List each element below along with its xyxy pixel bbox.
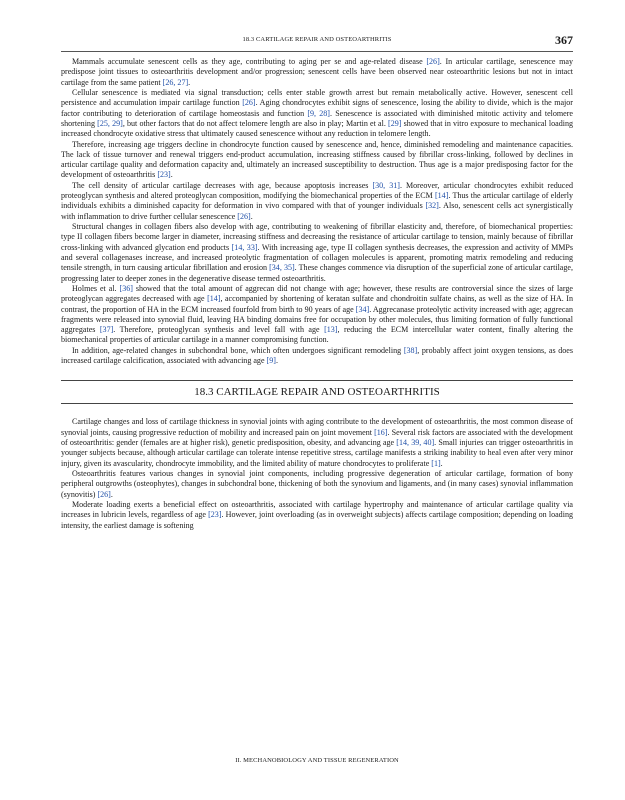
paragraph [61,88,573,140]
text-run: Mammals accumulate senescent cells as they age, contributing to aging per se and age-related disease [72,57,427,66]
citation-link[interactable]: [36] [119,283,133,293]
paragraph [61,346,573,367]
text-run: . [250,211,253,221]
text-run: Moderate loading exerts a beneficial effect on osteoarthritis, associated with cartilage hypertrophy and maintenance of articular cartilage quality via increases in lubricin levels, regardless of age [61,499,573,520]
text-run: . Senescence is associated with diminished mitotic activity and telomere shortening [61,108,574,128]
text-run: . In articular cartilage, senescence may predispose joint tissues to osteoarthritis development and/or progression; senescent cells have been observed near osteoarthritic lesions but not in intact cartilage from the same patient [61,57,573,87]
text-run: Cellular senescence is mediated via signal transduction; cells enter stable growth arrest but remain metabolically active. However, senescent cell persistence and accumulation impair cartilage function [61,87,573,108]
text-run: Holmes et al. [72,283,120,293]
text-run: . Moreover, articular chondrocytes exhibit reduced proteoglycan synthesis and altered proteoglycan composition, modifying the biomechanical properties of the ECM [61,180,573,201]
text-run: . [440,458,443,468]
text-run: , but other factors that do not affect telomere length are also in play; Martin et al. [122,118,389,128]
citation-link[interactable]: [26, 27] [162,77,189,87]
citation-link[interactable]: [34, 35] [269,263,295,273]
citation-link[interactable]: [23] [157,170,171,180]
citation-link[interactable]: [16] [374,427,388,437]
citation-link[interactable]: [23] [208,510,222,520]
citation-link[interactable]: [32] [425,201,439,211]
page-number: 367 [555,33,573,47]
citation-link[interactable]: [26] [426,57,440,66]
text-run: , reducing the ECM intercellular water content, finally altering the biomechanical properties of articular cartilage in a manner compromising function. [61,325,573,345]
text-run: . [275,356,278,366]
body-text [61,57,573,531]
paragraph [61,500,573,531]
paragraph [61,181,573,222]
citation-link[interactable]: [14] [207,294,221,304]
section-heading: 18.3 CARTILAGE REPAIR AND OSTEOARTHRITIS [61,380,573,404]
text-run: . Aging chondrocytes exhibit signs of senescence, losing the ability to divide, which is the major factor contributing to deterioration of cartilage homeostasis and function [61,98,573,118]
citation-link[interactable]: [25, 29] [97,118,123,128]
text-run: . [110,489,113,499]
text-run: . Small injuries can trigger osteoarthritis in younger subjects because, although articular cartilage can tolerate intense repetitive stress, cartilage manifests a striking inability to heal even after very minor injury, given its avascularity, chondrocyte immobility, and the limited ability of mature chondrocytes to proliferate [61,438,574,468]
text-run: . [170,170,173,180]
citation-link[interactable]: [14, 33] [231,242,258,252]
text-run: showed that in vitro exposure to mechanical loading increased chondrocyte oxidative stress that ultimately caused senescence without any reduction in telomere length. [61,118,574,139]
citation-link[interactable]: [37] [99,325,114,335]
paragraph [61,222,573,284]
running-head: 18.3 CARTILAGE REPAIR AND OSTEOARTHRITIS [242,36,392,43]
citation-link[interactable]: [9] [266,356,276,366]
text-run: Structural changes in collagen fibers also develop with age, contributing to weakening of fibrillar elasticity and, therefore, of biomechanical properties: type II collagen fibers become larger in diameter, increasing stiffness and decreasing the resistance of articular cartilage to tension, mainly because of fibrillar cross-linking with advanced glycation end products [61,222,573,252]
text-run: Cartilage changes and loss of cartilage thickness in synovial joints with aging contribute to the development of osteoarthritis, the most common disease of synovial joints, causing progressive reduction of mobility and increased pain on joint movement [61,417,573,437]
citation-link[interactable]: [38] [403,345,418,355]
paragraph [61,284,573,346]
citation-link[interactable]: [30, 31] [372,180,400,190]
citation-link[interactable]: [34] [355,304,370,314]
paragraph [61,417,573,469]
citation-link[interactable]: [14] [434,191,449,201]
section-18-3 [61,417,573,530]
text-run: Therefore, increasing age triggers decline in chondrocyte function caused by senescence and, hence, diminished remodeling and maintenance capacities. The lack of tissue turnover and renewal triggers end-product accumulation, increasing stiffness caused by fibrillar cross-linking, followed by declines in articular cartilage quality and deformation capacity and, ultimately an increased susceptibility to destruction. Thus age is a major predisposing factor for the development of osteoarthritis [61,139,573,180]
text-run: . Aggrecanase proteolytic activity increased with age; aggrecan fragments were released into synovial fluid, leaving HA binding domains free for occupation by other molecules, thus limiting formation of fully functional aggregates [61,304,573,335]
section-18-2-continued [61,57,573,366]
paragraph [61,57,573,88]
paragraph [61,469,573,500]
text-run: showed that the total amount of aggrecan did not change with age; however, these results are controversial since the sizes of large proteoglycan aggregates decreased with age [61,283,573,304]
page-header [61,33,573,49]
footer: II. MECHANOBIOLOGY AND TISSUE REGENERATION [235,757,399,764]
citation-link[interactable]: [1] [431,458,441,468]
header-rule [61,51,573,52]
citation-link[interactable]: [26] [97,489,111,499]
text-run: . [188,77,191,87]
text-run: Osteoarthritis features various changes in synovial joint components, including progressive degeneration of articular cartilage, formation of bony peripheral outgrowths (osteophytes), changes in subchondral bone, thickening of both the synovium and ligaments, and (in many cases) synovial inflammation (synovitis) [61,468,573,499]
text-run: . Several risk factors are associated with the development of osteoarthritis: gender (females are at higher risk), genetic predisposition, obesity, and advancing age [61,427,573,447]
text-run: . Thus the articular cartilage of elderly individuals exhibits a diminished capacity for deformation in vivo compared with that of younger individuals [61,191,573,211]
text-run: . Therefore, proteoglycan synthesis and level fall with age [113,325,325,335]
text-run: , accompanied by shortening of keratan sulfate and chondroitin sulfate chains, as well as the size of HA. In contrast, the proportion of HA in the ECM increased fourfold from birth to 90 years of age [61,294,573,314]
citation-link[interactable]: [14, 39, 40] [396,438,435,447]
citation-link[interactable]: [26] [242,98,256,108]
text-run: . These changes commence via disruption of the superficial zone of articular cartilage, progressing later to deeper zones in the degenerative disease termed osteoarthritis. [61,263,573,283]
text-run: . However, joint overloading (as in overweight subjects) affects cartilage composition; depending on loading intensity, the earliest damage is softening [61,510,573,530]
text-run: , probably affect joint oxygen tensions, as does increased cartilage calcification, associated with advancing age [61,345,573,366]
citation-link[interactable]: [13] [324,325,338,335]
citation-link[interactable]: [29] [388,118,402,128]
citation-link[interactable]: [26] [237,211,251,221]
paragraph [61,140,573,181]
text-run: The cell density of articular cartilage decreases with age, because apoptosis increases [72,180,373,190]
text-run: . With increasing age, type II collagen synthesis decreases, the expression and activity of MMPs and several collagenases increase, and increased proteolytic fragmentation of collagen molecules is apparent, promoting matrix remodeling and reducing tensile strength, in turn causing articular fibrillation and erosion [61,242,573,273]
text-run: In addition, age-related changes in subchondral bone, which often undergoes significant remodeling [72,345,404,355]
citation-link[interactable]: [9, 28] [307,108,330,118]
text-run: . Also, senescent cells act synergistically with inflammation to drive further cellular senescence [61,201,573,221]
